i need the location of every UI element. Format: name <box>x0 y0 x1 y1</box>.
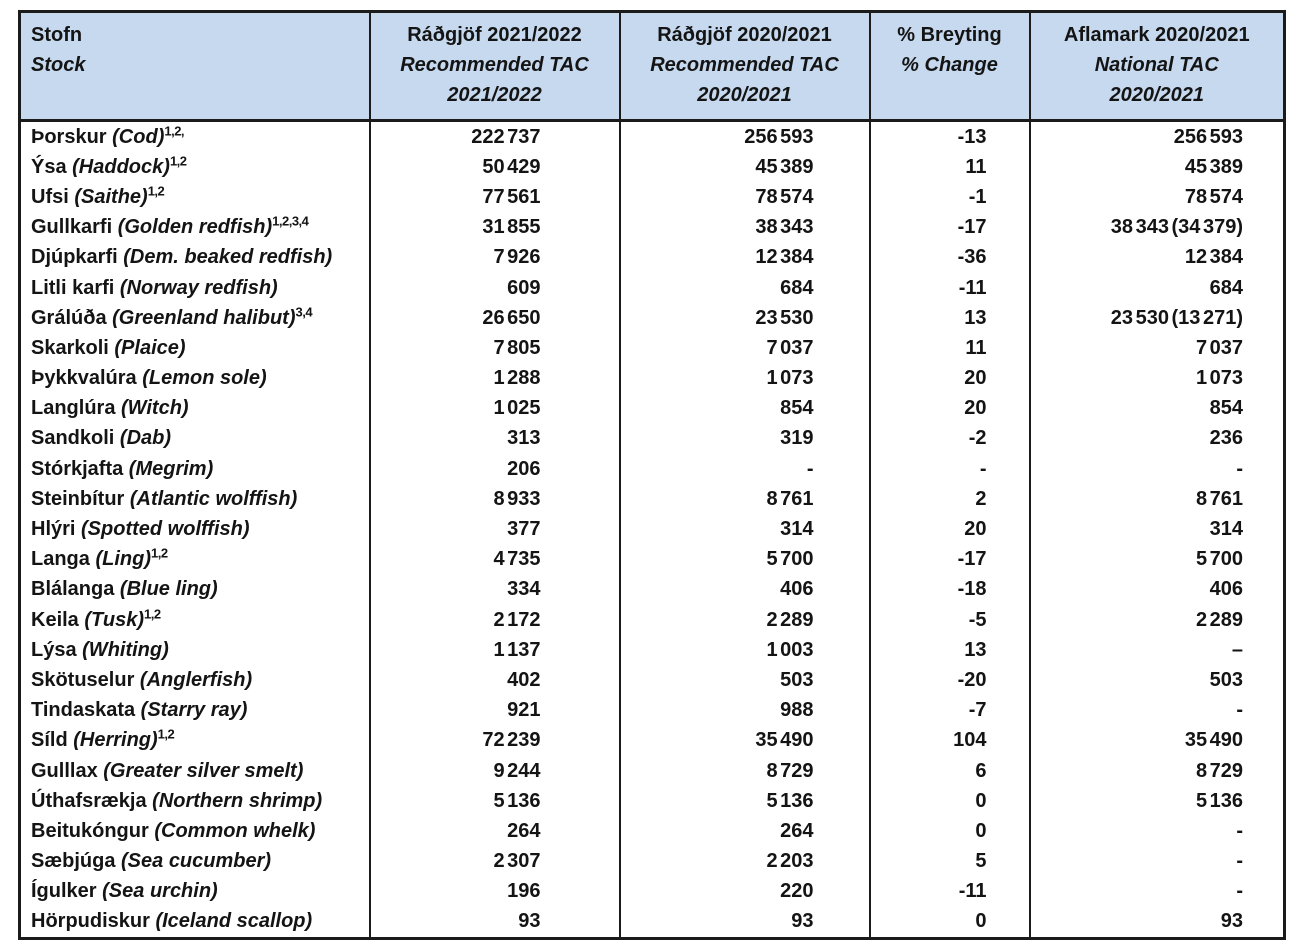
national-tac-cell: 12 384 <box>1030 243 1285 273</box>
stock-name-english: (Tusk) <box>78 608 145 631</box>
stock-name-cell <box>20 424 370 454</box>
stock-name-english: (Ling) <box>89 548 151 571</box>
percent-change-cell: - <box>870 454 1030 484</box>
stock-name-english: (Common whelk) <box>148 819 316 842</box>
recommended-tac-2020-2021-cell: 35 490 <box>620 726 870 756</box>
recommended-tac-2021-2022-cell: 334 <box>370 575 620 605</box>
stock-name-icelandic: Skötuselur <box>31 668 135 691</box>
stock-name-english: (Saithe) <box>68 185 148 208</box>
stock-name-cell <box>20 243 370 273</box>
recommended-tac-2020-2021-cell: - <box>620 454 870 484</box>
stock-name-english: (Greenland halibut) <box>106 306 296 329</box>
recommended-tac-2020-2021-cell: 256 593 <box>620 121 870 153</box>
table-row <box>20 514 1285 544</box>
national-tac-cell: 236 <box>1030 424 1285 454</box>
stock-name-icelandic: Djúpkarfi <box>31 246 118 269</box>
recommended-tac-2021-2022-cell: 206 <box>370 454 620 484</box>
national-tac-cell: 23 530 (13 271) <box>1030 303 1285 333</box>
stock-name-cell <box>20 213 370 243</box>
stock-name-english: (Greater silver smelt) <box>97 759 304 782</box>
percent-change-cell: 11 <box>870 333 1030 363</box>
stock-name-english: (Golden redfish) <box>112 216 273 239</box>
national-tac-cell: 8 729 <box>1030 756 1285 786</box>
table-row <box>20 364 1285 394</box>
recommended-tac-2020-2021-cell: 503 <box>620 665 870 695</box>
stock-name-cell <box>20 303 370 333</box>
stock-name-english: (Blue ling) <box>114 578 218 601</box>
stock-name-cell <box>20 575 370 605</box>
stock-name-cell <box>20 514 370 544</box>
percent-change-cell: -36 <box>870 243 1030 273</box>
recommended-tac-2021-2022-cell: 1 137 <box>370 635 620 665</box>
table-row <box>20 877 1285 907</box>
percent-change-cell: -17 <box>870 213 1030 243</box>
recommended-tac-2021-2022-cell: 402 <box>370 665 620 695</box>
stock-name-icelandic: Ígulker <box>31 880 97 903</box>
recommended-tac-2020-2021-cell: 7 037 <box>620 333 870 363</box>
table-row <box>20 665 1285 695</box>
national-tac-cell: 1 073 <box>1030 364 1285 394</box>
recommended-tac-2020-2021-cell: 8 729 <box>620 756 870 786</box>
table-row <box>20 213 1285 243</box>
national-tac-cell: - <box>1030 877 1285 907</box>
national-tac-cell: 35 490 <box>1030 726 1285 756</box>
stock-name-icelandic: Langa <box>31 548 90 571</box>
header-stock-en: Stock <box>31 54 86 76</box>
national-tac-cell: - <box>1030 816 1285 846</box>
percent-change-cell: -20 <box>870 665 1030 695</box>
table-row <box>20 545 1285 575</box>
stock-name-cell <box>20 847 370 877</box>
recommended-tac-2020-2021-cell: 23 530 <box>620 303 870 333</box>
table-row <box>20 696 1285 726</box>
national-tac-cell: 406 <box>1030 575 1285 605</box>
header-national-line2: National TAC <box>1094 54 1219 76</box>
stock-name-cell <box>20 484 370 514</box>
table-row <box>20 243 1285 273</box>
header-rec2122-line1: Ráðgjöf 2021/2022 <box>407 24 582 46</box>
recommended-tac-2021-2022-cell: 264 <box>370 816 620 846</box>
table-row <box>20 756 1285 786</box>
percent-change-cell: 11 <box>870 152 1030 182</box>
table-row <box>20 394 1285 424</box>
stock-name-cell <box>20 635 370 665</box>
table-row <box>20 605 1285 635</box>
stock-name-english: (Herring) <box>67 729 158 752</box>
stock-name-english: (Haddock) <box>66 155 170 178</box>
recommended-tac-2021-2022-cell: 72 239 <box>370 726 620 756</box>
stock-name-english: (Cod) <box>106 125 165 148</box>
national-tac-cell: 314 <box>1030 514 1285 544</box>
national-tac-cell: - <box>1030 454 1285 484</box>
recommended-tac-2021-2022-cell: 7 805 <box>370 333 620 363</box>
stock-name-icelandic: Sæbjúga <box>31 850 116 873</box>
stock-name-icelandic: Þykkvalúra <box>31 367 137 390</box>
footnote-reference: 1,2 <box>169 153 187 169</box>
stock-name-icelandic: Skarkoli <box>31 336 109 359</box>
table-row <box>20 847 1285 877</box>
percent-change-cell: -17 <box>870 545 1030 575</box>
stock-name-cell <box>20 605 370 635</box>
table-row <box>20 454 1285 484</box>
national-tac-cell: 2 289 <box>1030 605 1285 635</box>
table-row <box>20 726 1285 756</box>
national-tac-cell: 7 037 <box>1030 333 1285 363</box>
stock-name-cell <box>20 816 370 846</box>
header-rec2122-line2: Recommended TAC <box>400 54 589 76</box>
footnote-reference: 1,2, <box>164 122 185 138</box>
stock-name-english: (Norway redfish) <box>114 276 278 299</box>
stock-name-icelandic: Úthafsrækja <box>31 789 147 812</box>
stock-name-cell <box>20 152 370 182</box>
percent-change-cell: -7 <box>870 696 1030 726</box>
header-rec2021-line3: 2020/2021 <box>697 84 792 106</box>
header-change-line2: % Change <box>901 54 998 76</box>
percent-change-cell: -11 <box>870 273 1030 303</box>
header-rec2021-line1: Ráðgjöf 2020/2021 <box>657 24 832 46</box>
stock-name-cell <box>20 756 370 786</box>
recommended-tac-2021-2022-cell: 222 737 <box>370 121 620 153</box>
stock-name-icelandic: Blálanga <box>31 578 115 601</box>
recommended-tac-2021-2022-cell: 9 244 <box>370 756 620 786</box>
national-tac-cell: 38 343 (34 379) <box>1030 213 1285 243</box>
table-row <box>20 121 1285 153</box>
percent-change-cell: 2 <box>870 484 1030 514</box>
stock-name-english: (Iceland scallop) <box>149 910 313 933</box>
recommended-tac-2021-2022-cell: 609 <box>370 273 620 303</box>
header-change-line1: % Breyting <box>897 24 1002 46</box>
header-national-line3: 2020/2021 <box>1109 84 1205 106</box>
recommended-tac-2021-2022-cell: 921 <box>370 696 620 726</box>
table-row <box>20 786 1285 816</box>
stock-name-english: (Whiting) <box>76 638 169 661</box>
table-row <box>20 816 1285 846</box>
stock-name-english: (Sea cucumber) <box>115 850 272 873</box>
stock-name-english: (Anglerfish) <box>134 668 253 691</box>
stock-name-cell <box>20 182 370 212</box>
table-row <box>20 273 1285 303</box>
percent-change-cell: 104 <box>870 726 1030 756</box>
stock-name-cell <box>20 454 370 484</box>
recommended-tac-2020-2021-cell: 12 384 <box>620 243 870 273</box>
stock-name-english: (Lemon sole) <box>136 367 267 390</box>
stock-name-icelandic: Sandkoli <box>31 427 115 450</box>
recommended-tac-2020-2021-cell: 2 289 <box>620 605 870 635</box>
table-row <box>20 635 1285 665</box>
table-row <box>20 182 1285 212</box>
recommended-tac-2020-2021-cell: 264 <box>620 816 870 846</box>
stock-name-english: (Northern shrimp) <box>146 789 323 812</box>
national-tac-cell: 256 593 <box>1030 121 1285 153</box>
recommended-tac-2020-2021-cell: 988 <box>620 696 870 726</box>
recommended-tac-2021-2022-cell: 8 933 <box>370 484 620 514</box>
header-rec2122-line3: 2021/2022 <box>447 84 542 106</box>
recommended-tac-2020-2021-cell: 38 343 <box>620 213 870 243</box>
recommended-tac-2020-2021-cell: 854 <box>620 394 870 424</box>
recommended-tac-2020-2021-cell: 406 <box>620 575 870 605</box>
stock-name-icelandic: Ýsa <box>31 155 67 178</box>
stock-name-icelandic: Stórkjafta <box>31 457 124 480</box>
stock-name-icelandic: Keila <box>31 608 79 631</box>
stock-name-cell <box>20 121 370 153</box>
stock-name-icelandic: Lýsa <box>31 638 77 661</box>
national-tac-cell: 78 574 <box>1030 182 1285 212</box>
stock-name-icelandic: Síld <box>31 729 68 752</box>
national-tac-cell: 503 <box>1030 665 1285 695</box>
recommended-tac-2021-2022-cell: 5 136 <box>370 786 620 816</box>
national-tac-cell: - <box>1030 696 1285 726</box>
stock-name-cell <box>20 665 370 695</box>
stock-name-english: (Witch) <box>115 397 189 420</box>
recommended-tac-2021-2022-cell: 26 650 <box>370 303 620 333</box>
percent-change-cell: 0 <box>870 816 1030 846</box>
recommended-tac-2021-2022-cell: 31 855 <box>370 213 620 243</box>
percent-change-cell: 0 <box>870 907 1030 939</box>
national-tac-cell: 5 136 <box>1030 786 1285 816</box>
table-row <box>20 484 1285 514</box>
header-percent-change <box>870 12 1030 121</box>
header-national-tac <box>1030 12 1285 121</box>
table-body <box>20 121 1285 939</box>
stock-name-cell <box>20 726 370 756</box>
stock-name-cell <box>20 273 370 303</box>
national-tac-cell: 45 389 <box>1030 152 1285 182</box>
recommended-tac-2021-2022-cell: 2 172 <box>370 605 620 635</box>
recommended-tac-2021-2022-cell: 4 735 <box>370 545 620 575</box>
stock-name-english: (Megrim) <box>123 457 214 480</box>
percent-change-cell: 13 <box>870 635 1030 665</box>
percent-change-cell: -18 <box>870 575 1030 605</box>
recommended-tac-2021-2022-cell: 50 429 <box>370 152 620 182</box>
tac-table <box>18 10 1286 940</box>
recommended-tac-2020-2021-cell: 319 <box>620 424 870 454</box>
stock-name-icelandic: Beitukóngur <box>31 819 149 842</box>
stock-name-english: (Dab) <box>114 427 172 450</box>
recommended-tac-2020-2021-cell: 684 <box>620 273 870 303</box>
stock-name-icelandic: Steinbítur <box>31 487 125 510</box>
percent-change-cell: -1 <box>870 182 1030 212</box>
recommended-tac-2021-2022-cell: 313 <box>370 424 620 454</box>
recommended-tac-2020-2021-cell: 5 136 <box>620 786 870 816</box>
footnote-reference: 1,2 <box>144 605 161 621</box>
national-tac-cell: 684 <box>1030 273 1285 303</box>
recommended-tac-2020-2021-cell: 2 203 <box>620 847 870 877</box>
percent-change-cell: 20 <box>870 364 1030 394</box>
footnote-reference: 3,4 <box>295 304 313 320</box>
recommended-tac-2020-2021-cell: 78 574 <box>620 182 870 212</box>
recommended-tac-2020-2021-cell: 1 003 <box>620 635 870 665</box>
percent-change-cell: 5 <box>870 847 1030 877</box>
stock-name-cell <box>20 394 370 424</box>
percent-change-cell: 20 <box>870 394 1030 424</box>
header-recommended-tac-2020-2021 <box>620 12 870 121</box>
footnote-reference: 1,2,3,4 <box>272 213 309 229</box>
national-tac-cell: - <box>1030 847 1285 877</box>
header-recommended-tac-2021-2022 <box>370 12 620 121</box>
stock-name-icelandic: Hörpudiskur <box>31 910 150 933</box>
header-stock-is: Stofn <box>31 24 83 46</box>
national-tac-cell: 93 <box>1030 907 1285 939</box>
table-row <box>20 424 1285 454</box>
stock-name-icelandic: Grálúða <box>31 306 107 329</box>
recommended-tac-2021-2022-cell: 2 307 <box>370 847 620 877</box>
stock-name-cell <box>20 364 370 394</box>
stock-name-cell <box>20 907 370 939</box>
recommended-tac-2020-2021-cell: 1 073 <box>620 364 870 394</box>
table-row <box>20 907 1285 939</box>
percent-change-cell: 6 <box>870 756 1030 786</box>
header-row <box>20 12 1285 121</box>
stock-name-english: (Sea urchin) <box>96 880 218 903</box>
stock-name-icelandic: Hlýri <box>31 518 76 541</box>
stock-name-icelandic: Gullkarfi <box>31 216 113 239</box>
national-tac-cell: 5 700 <box>1030 545 1285 575</box>
recommended-tac-2021-2022-cell: 377 <box>370 514 620 544</box>
percent-change-cell: 0 <box>870 786 1030 816</box>
stock-name-english: (Atlantic wolffish) <box>124 487 298 510</box>
recommended-tac-2020-2021-cell: 314 <box>620 514 870 544</box>
table-row <box>20 575 1285 605</box>
national-tac-cell: 854 <box>1030 394 1285 424</box>
stock-name-cell <box>20 333 370 363</box>
header-rec2021-line2: Recommended TAC <box>650 54 839 76</box>
recommended-tac-2021-2022-cell: 1 025 <box>370 394 620 424</box>
recommended-tac-2020-2021-cell: 8 761 <box>620 484 870 514</box>
stock-name-icelandic: Langlúra <box>31 397 116 420</box>
stock-name-cell <box>20 545 370 575</box>
header-stock <box>20 12 370 121</box>
stock-name-icelandic: Gulllax <box>31 759 98 782</box>
footnote-reference: 1,2 <box>157 726 175 742</box>
stock-name-icelandic: Litli karfi <box>31 276 115 299</box>
stock-name-icelandic: Þorskur <box>31 125 107 148</box>
recommended-tac-2021-2022-cell: 196 <box>370 877 620 907</box>
national-tac-cell: 8 761 <box>1030 484 1285 514</box>
percent-change-cell: 20 <box>870 514 1030 544</box>
recommended-tac-2020-2021-cell: 220 <box>620 877 870 907</box>
stock-name-cell <box>20 877 370 907</box>
percent-change-cell: -11 <box>870 877 1030 907</box>
recommended-tac-2021-2022-cell: 1 288 <box>370 364 620 394</box>
recommended-tac-2020-2021-cell: 5 700 <box>620 545 870 575</box>
recommended-tac-2020-2021-cell: 93 <box>620 907 870 939</box>
footnote-reference: 1,2 <box>151 545 168 561</box>
stock-name-english: (Spotted wolffish) <box>75 518 250 541</box>
recommended-tac-2020-2021-cell: 45 389 <box>620 152 870 182</box>
recommended-tac-2021-2022-cell: 93 <box>370 907 620 939</box>
table-row <box>20 333 1285 363</box>
stock-name-english: (Plaice) <box>108 336 186 359</box>
percent-change-cell: -2 <box>870 424 1030 454</box>
footnote-reference: 1,2 <box>147 183 165 199</box>
recommended-tac-2021-2022-cell: 77 561 <box>370 182 620 212</box>
header-national-line1: Aflamark 2020/2021 <box>1063 24 1250 46</box>
stock-name-english: (Dem. beaked redfish) <box>117 246 333 269</box>
table-row <box>20 303 1285 333</box>
national-tac-cell: – <box>1030 635 1285 665</box>
recommended-tac-2021-2022-cell: 7 926 <box>370 243 620 273</box>
stock-name-cell <box>20 786 370 816</box>
percent-change-cell: -13 <box>870 121 1030 153</box>
percent-change-cell: -5 <box>870 605 1030 635</box>
table-row <box>20 152 1285 182</box>
percent-change-cell: 13 <box>870 303 1030 333</box>
stock-name-icelandic: Ufsi <box>31 185 69 208</box>
stock-name-english: (Starry ray) <box>135 699 248 722</box>
stock-name-cell <box>20 696 370 726</box>
stock-name-icelandic: Tindaskata <box>31 699 136 722</box>
